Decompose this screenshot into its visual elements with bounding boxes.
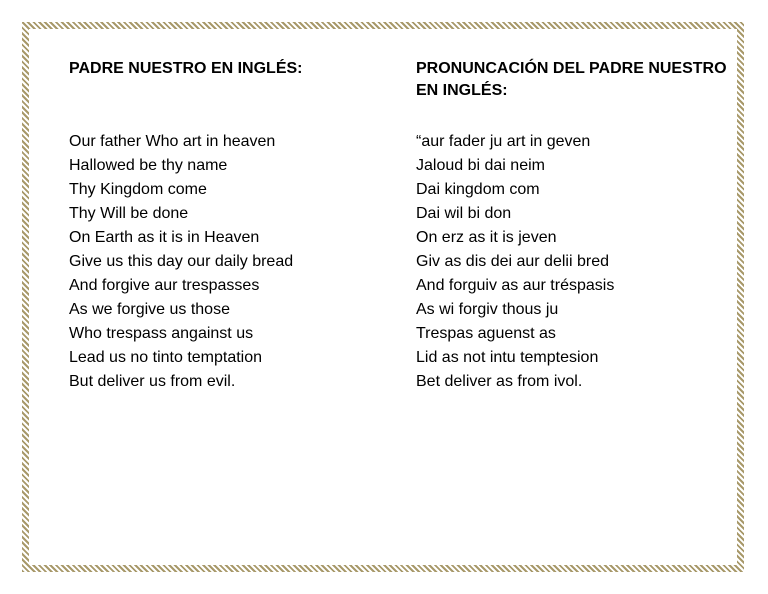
pronunciation-heading-line1: PRONUNCACIÓN DEL PADRE NUESTRO [416, 60, 727, 77]
english-prayer-heading: PADRE NUESTRO EN INGLÉS: [69, 60, 303, 77]
prayer-line: Thy Kingdom come [69, 181, 207, 198]
pronunciation-column [416, 58, 736, 394]
prayer-line: On Earth as it is in Heaven [69, 229, 260, 246]
prayer-line: Lead us no tinto temptation [69, 349, 263, 366]
english-prayer-lines [69, 130, 389, 394]
prayer-line: Thy Will be done [69, 205, 189, 222]
pronunciation-line: Giv as dis dei aur delii bred [416, 253, 609, 270]
prayer-line: As we forgive us those [69, 301, 230, 318]
prayer-line: Our father Who art in heaven [69, 133, 276, 150]
pronunciation-heading [416, 58, 736, 130]
pronunciation-lines [416, 130, 736, 394]
prayer-line: Who trespass angainst us [69, 325, 254, 342]
pronunciation-line: “aur fader ju art in geven [416, 133, 591, 150]
prayer-line: But deliver us from evil. [69, 373, 236, 390]
pronunciation-line: Lid as not intu temptesion [416, 349, 599, 366]
pronunciation-line: Trespas aguenst as [416, 325, 556, 342]
english-prayer-column [69, 58, 389, 394]
pronunciation-line: Bet deliver as from ivol. [416, 373, 583, 390]
pronunciation-line: And forguiv as aur tréspasis [416, 277, 615, 294]
prayer-line: And forgive aur trespasses [69, 277, 260, 294]
pronunciation-heading-line2: EN INGLÉS: [416, 82, 508, 99]
pronunciation-line: Dai wil bi don [416, 205, 512, 222]
prayer-line: Give us this day our daily bread [69, 253, 294, 270]
prayer-line: Hallowed be thy name [69, 157, 228, 174]
pronunciation-line: On erz as it is jeven [416, 229, 557, 246]
pronunciation-line: Jaloud bi dai neim [416, 157, 545, 174]
pronunciation-line: As wi forgiv thous ju [416, 301, 559, 318]
pronunciation-line: Dai kingdom com [416, 181, 540, 198]
